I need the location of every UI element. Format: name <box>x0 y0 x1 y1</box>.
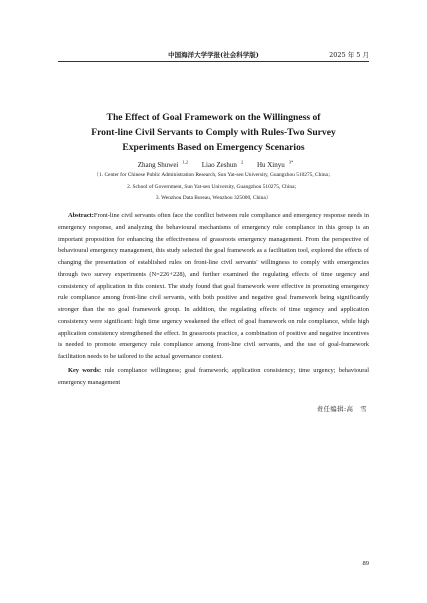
author-affiliation-mark: 2 <box>240 160 244 165</box>
affiliation-line: （1. Center for Chinese Public Administration Research, Sun Yat-sen University, Guangzhou 510275, China； <box>93 172 334 178</box>
abstract-text: Front-line civil servants often face the conflict between rule compliance and emergency response needs in emergency response, and analyzing the behavioural mechanisms of emergency rule compliance in this group is an important proposition for enhancing the effectiveness of grassroots emergency management. From the perspective of behavioural emergency management, this study selected the goal framework as a facilitation tool, explored the effects of changing the presentation of established rules on front-line civil servants' willingness to comply with emergencies through two survey experiments (N=226+228), and further examined the regulating effects of time urgency and consistency of application in this context. The study found that goal framework were effective in promoting emergency rule compliance among front-line civil servants, with both positive and negative goal framework being significantly stronger than the no goal framework group. In addition, the regulating effects of time urgency and application consistency were significant: high time urgency weakened the effect of goal framework on rule compliance, while high application consistency strengthened the effect. In grassroots practice, a combination of positive and negative incentives is needed to promote emergency rule compliance among front-line civil servants, and the use of goal-framework facilitation needs to be tailored to the actual governance context. <box>58 212 369 360</box>
author-name: Liao Zeshun <box>201 161 237 170</box>
affiliation-line: 3. Wenzhou Data Bureau, Wenzhou 325000, China） <box>155 195 272 201</box>
author-affiliation-mark: 3* <box>288 160 294 165</box>
title-line: Front-line Civil Servants to Comply with Rules-Two Survey <box>91 127 336 138</box>
issue-date: 2025 年 5 月 <box>329 51 369 59</box>
affiliation-line: 2. School of Government, Sun Yat-sen University, Guangzhou 510275, China； <box>127 183 300 190</box>
title-line: Experiments Based on Emergency Scenarios <box>122 142 305 153</box>
keywords-label: Key words: <box>68 366 102 374</box>
abstract-section <box>58 210 369 388</box>
paper-title <box>50 110 377 155</box>
author-affiliation-mark: 1,2 <box>182 160 188 165</box>
author <box>134 161 188 169</box>
affiliations <box>50 170 377 205</box>
abstract <box>58 210 369 363</box>
author-list <box>58 158 369 170</box>
header-rule <box>58 61 369 62</box>
author-name: Hu Xinyu <box>256 161 285 170</box>
author <box>198 161 243 169</box>
keywords <box>58 365 369 389</box>
author-name: Zhang Shuwei <box>137 161 179 170</box>
running-head <box>58 48 369 62</box>
keywords-text: rule compliance willingness; goal framework; application consistency; time urgency; behavioural emergency management <box>58 366 369 386</box>
page-number: 89 <box>362 560 369 567</box>
title-line: The Effect of Goal Framework on the Willingness of <box>106 112 321 123</box>
responsible-editor: 责任编辑:高 雪 <box>316 406 367 413</box>
abstract-label: Abstract: <box>68 212 94 219</box>
journal-name: 中国海洋大学学报(社会科学版) <box>168 51 259 59</box>
author <box>253 161 293 169</box>
